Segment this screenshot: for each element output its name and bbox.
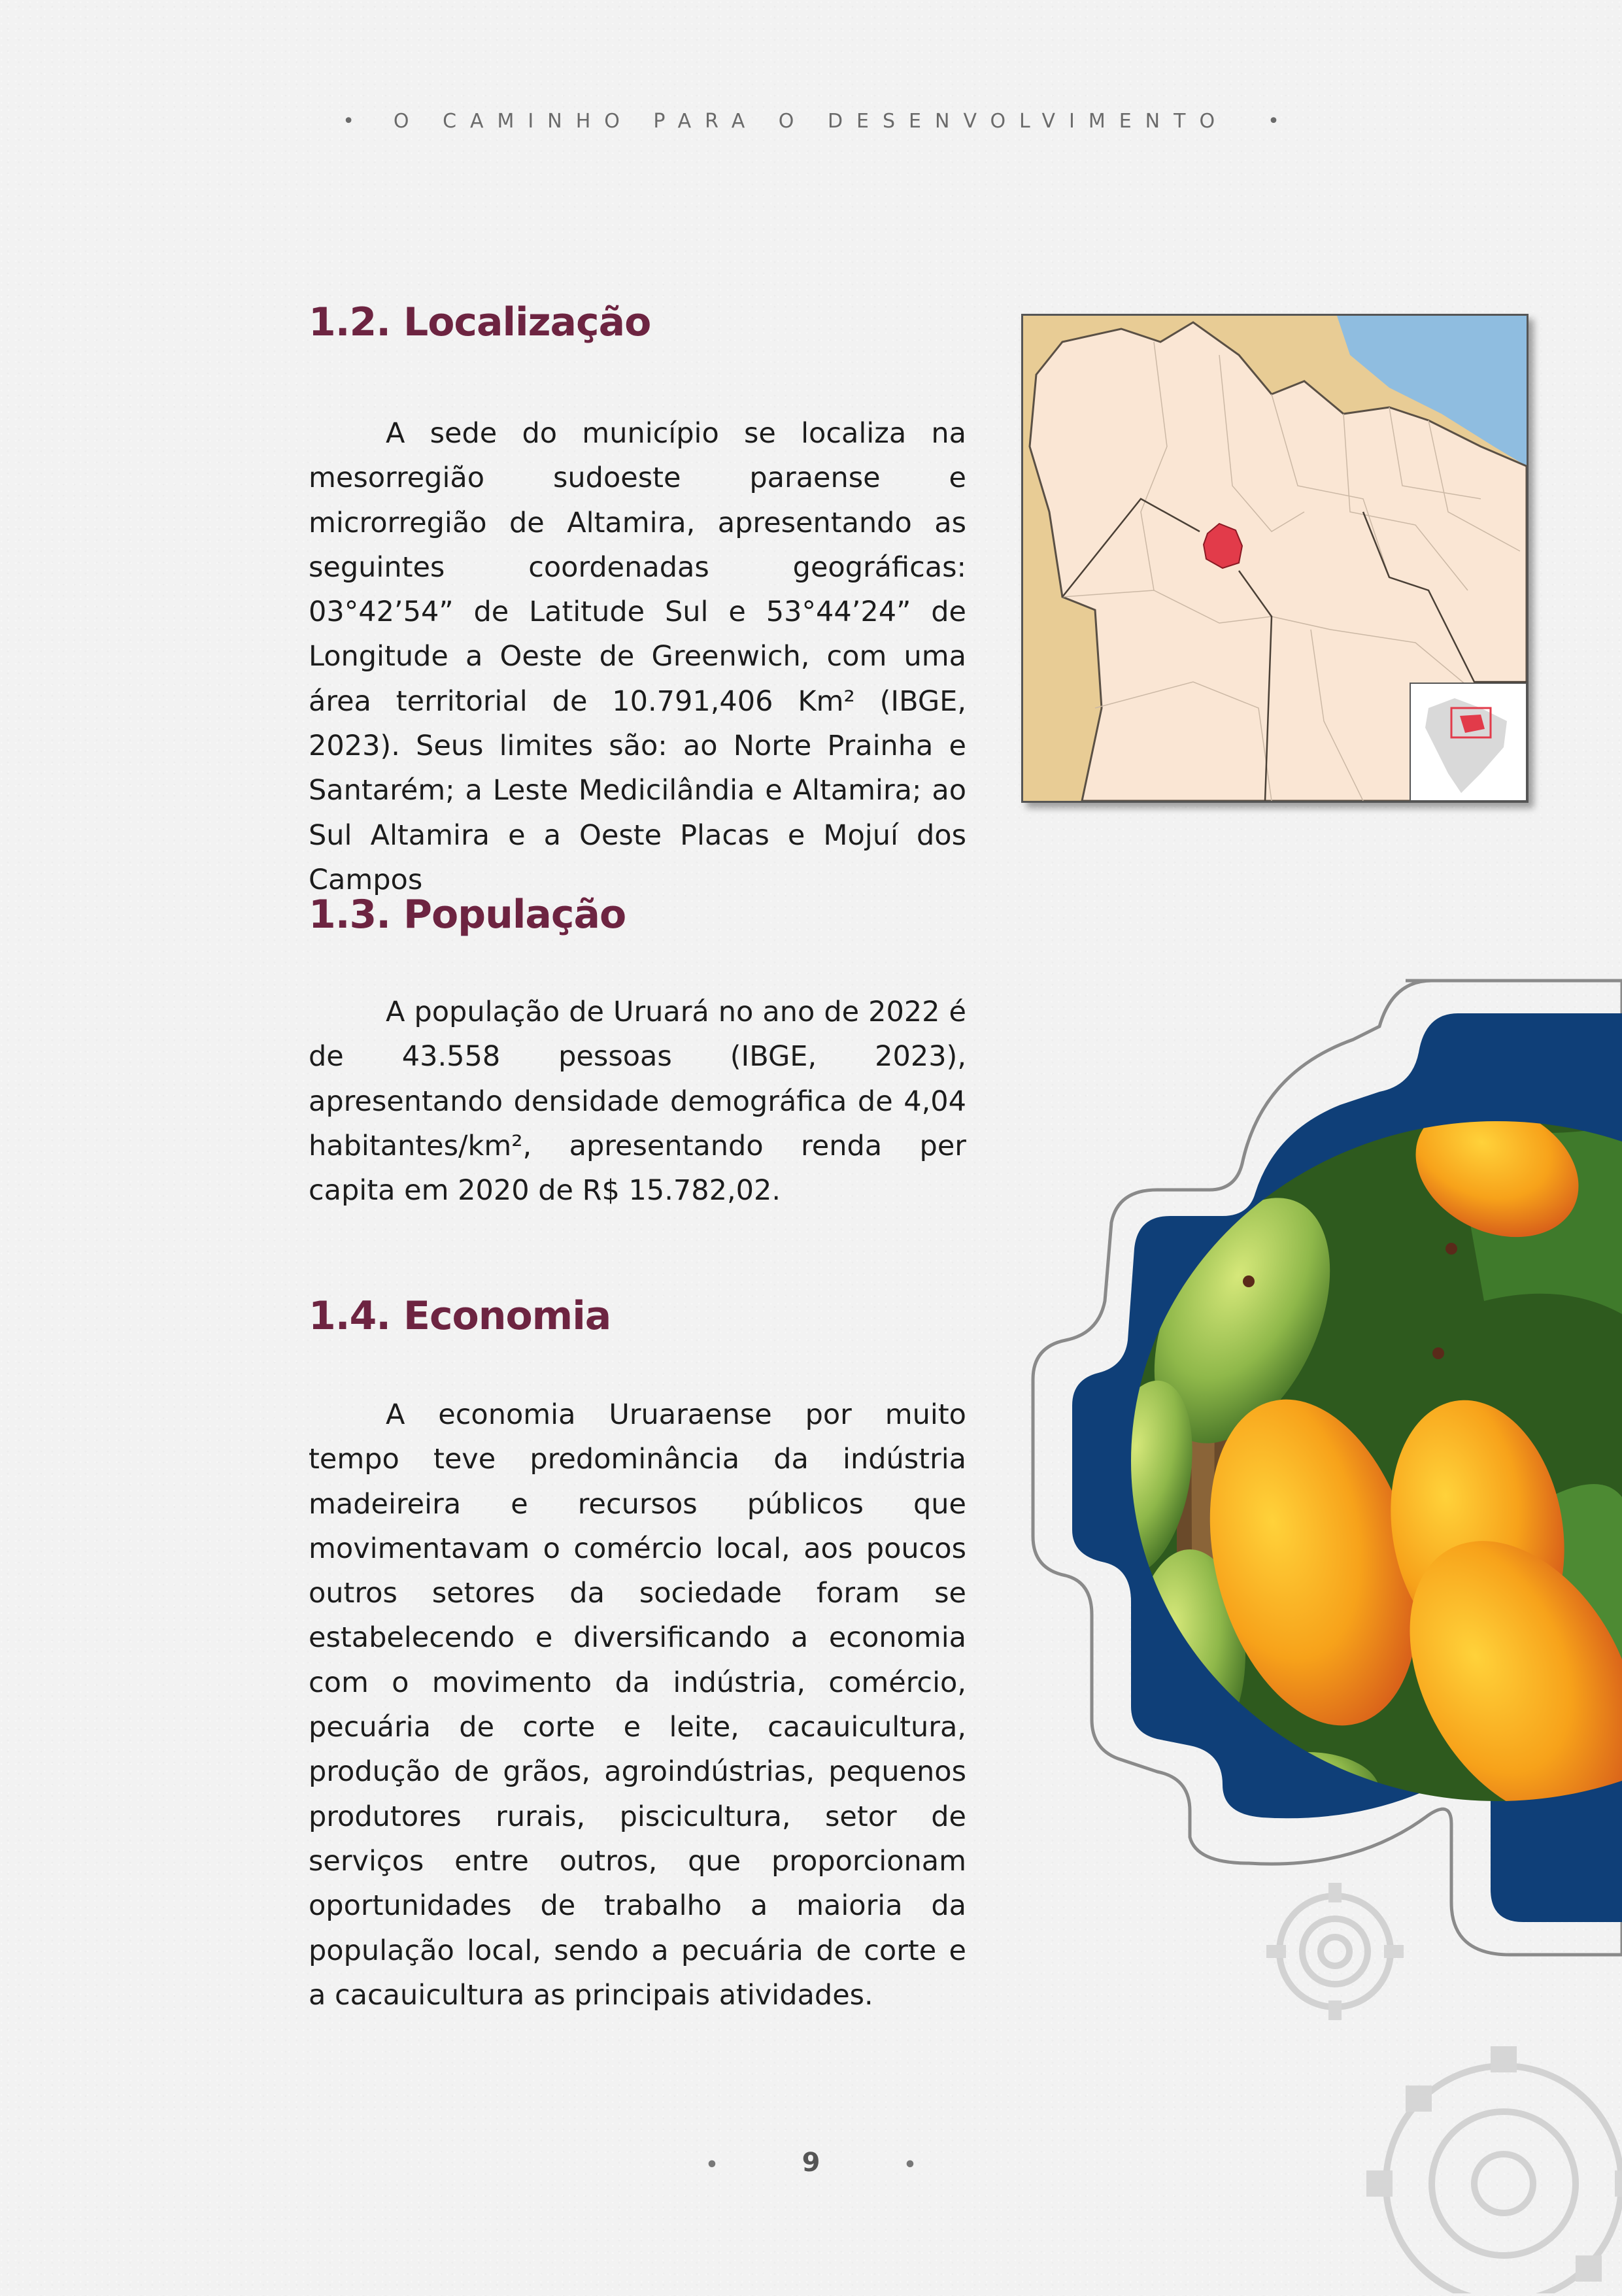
header-title: O CAMINHO PARA O DESENVOLVIMENTO <box>393 110 1229 133</box>
section-heading-populacao: 1.3. População <box>309 892 626 937</box>
section-text-economia: A economia Uruaraense por muito tempo teve predominância da indústria madeireira e recursos públicos que movimentavam o comércio local, aos poucos outros setores da sociedade foram se estabelecendo e diversificando a economia com o movimento da indústria, comércio, pecuária de corte e leite, cacauicultura, produção de grãos, agroindústrias, pequenos produtores rurais, piscicultura, setor de serviços entre outros, que proporcionam oportunidades de trabalho a maioria da população local, sendo a pecuária de corte e a cacauicultura as principais atividades. <box>309 1398 966 2012</box>
page-number <box>0 2148 1622 2178</box>
decorative-gears-icon <box>1242 1870 1622 2293</box>
header-bullet-left: • <box>343 110 354 133</box>
cacao-gear-illustration <box>1026 974 1622 1981</box>
section-heading-localizacao: 1.2. Localização <box>309 299 651 345</box>
footer-bullet-right: • <box>904 2153 917 2176</box>
section-text-localizacao: A sede do município se localiza na mesorregião sudoeste paraense e microrregião de Altamira, apresentando as seguintes coordenadas geográficas: 03°42’54” de Latitude Sul e 53°44’24” de Longitude a Oeste de Greenwich, com uma área territorial de 10.791,406 Km² (IBGE, 2023). Seus limites são: ao Norte Prainha e Santarém; a Leste Medicilândia e Altamira; ao Sul Altamira e a Oeste Placas e Mojuí dos Campos <box>309 417 966 896</box>
para-state-map <box>1023 316 1527 801</box>
section-heading-economia: 1.4. Economia <box>309 1293 611 1339</box>
page-number-value: 9 <box>802 2148 820 2178</box>
footer-bullet-left: • <box>705 2153 718 2176</box>
header-bullet-right: • <box>1268 110 1279 133</box>
location-map <box>1021 314 1529 803</box>
running-header <box>0 110 1622 133</box>
section-text-populacao: A população de Uruará no ano de 2022 é de 43.558 pessoas (IBGE, 2023), apresentando densidade demográfica de 4,04 habitantes/km², apresentando renda per capita em 2020 de R$ 15.782,02. <box>309 996 966 1207</box>
cacao-photo <box>1082 1078 1622 1859</box>
